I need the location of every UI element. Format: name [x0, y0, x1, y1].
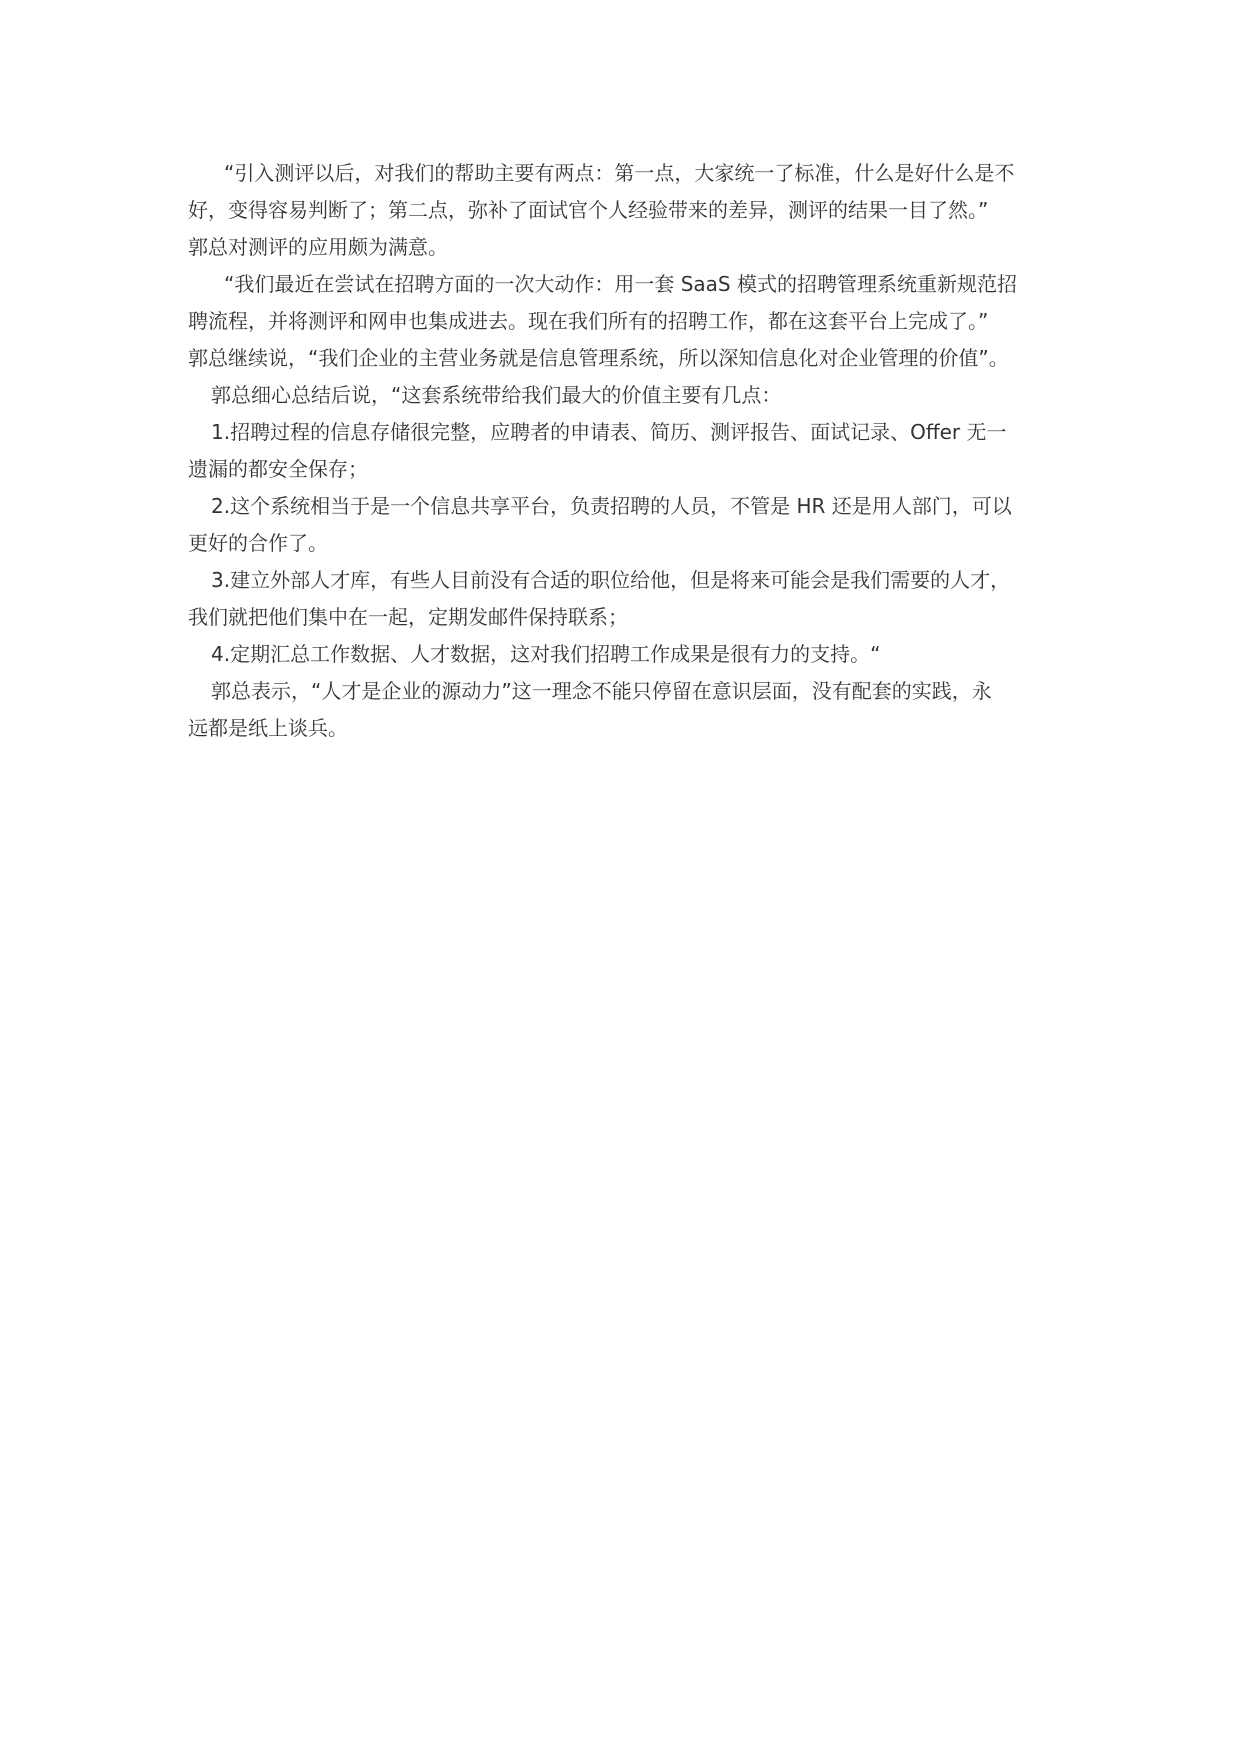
- paragraph-line: 遗漏的都安全保存；: [188, 457, 368, 481]
- paragraph-line: “我们最近在尝试在招聘方面的一次大动作：用一套 SaaS 模式的招聘管理系统重新规范招: [224, 272, 1017, 296]
- paragraph-line: 1.招聘过程的信息存储很完整，应聘者的申请表、简历、测评报告、面试记录、Offer 无一: [211, 420, 1007, 444]
- paragraph-line: 郭总细心总结后说，“这套系统带给我们最大的价值主要有几点：: [211, 383, 782, 407]
- document-body: [188, 155, 1058, 747]
- list-item-1: [188, 414, 1058, 488]
- list-item-4: [188, 636, 1058, 673]
- list-item-3: [188, 562, 1058, 636]
- paragraph-line: 3.建立外部人才库，有些人目前没有合适的职位给他，但是将来可能会是我们需要的人才，: [211, 568, 1011, 592]
- paragraph-line: 郭总表示，“人才是企业的源动力”这一理念不能只停留在意识层面，没有配套的实践，永: [211, 679, 992, 703]
- paragraph-line: 更好的合作了。: [188, 531, 328, 555]
- paragraph-saas-system: [188, 266, 1058, 377]
- paragraph-line: 郭总对测评的应用颇为满意。: [188, 235, 448, 259]
- paragraph-line: 我们就把他们集中在一起，定期发邮件保持联系；: [188, 605, 628, 629]
- paragraph-conclusion: [188, 673, 1058, 747]
- paragraph-assessment-benefits: [188, 155, 1058, 266]
- list-item-2: [188, 488, 1058, 562]
- paragraph-line: “引入测评以后，对我们的帮助主要有两点：第一点，大家统一了标准，什么是好什么是不: [224, 161, 1015, 185]
- paragraph-summary-intro: [188, 377, 1058, 414]
- paragraph-line: 聘流程，并将测评和网申也集成进去。现在我们所有的招聘工作，都在这套平台上完成了。”: [188, 309, 989, 333]
- paragraph-line: 远都是纸上谈兵。: [188, 716, 348, 740]
- paragraph-line: 郭总继续说，“我们企业的主营业务就是信息管理系统，所以深知信息化对企业管理的价值”。: [188, 346, 1009, 370]
- paragraph-line: 好，变得容易判断了；第二点，弥补了面试官个人经验带来的差异，测评的结果一目了然。”: [188, 198, 989, 222]
- paragraph-line: 4.定期汇总工作数据、人才数据，这对我们招聘工作成果是很有力的支持。“: [211, 642, 881, 666]
- paragraph-line: 2.这个系统相当于是一个信息共享平台，负责招聘的人员，不管是 HR 还是用人部门，可以: [211, 494, 1012, 518]
